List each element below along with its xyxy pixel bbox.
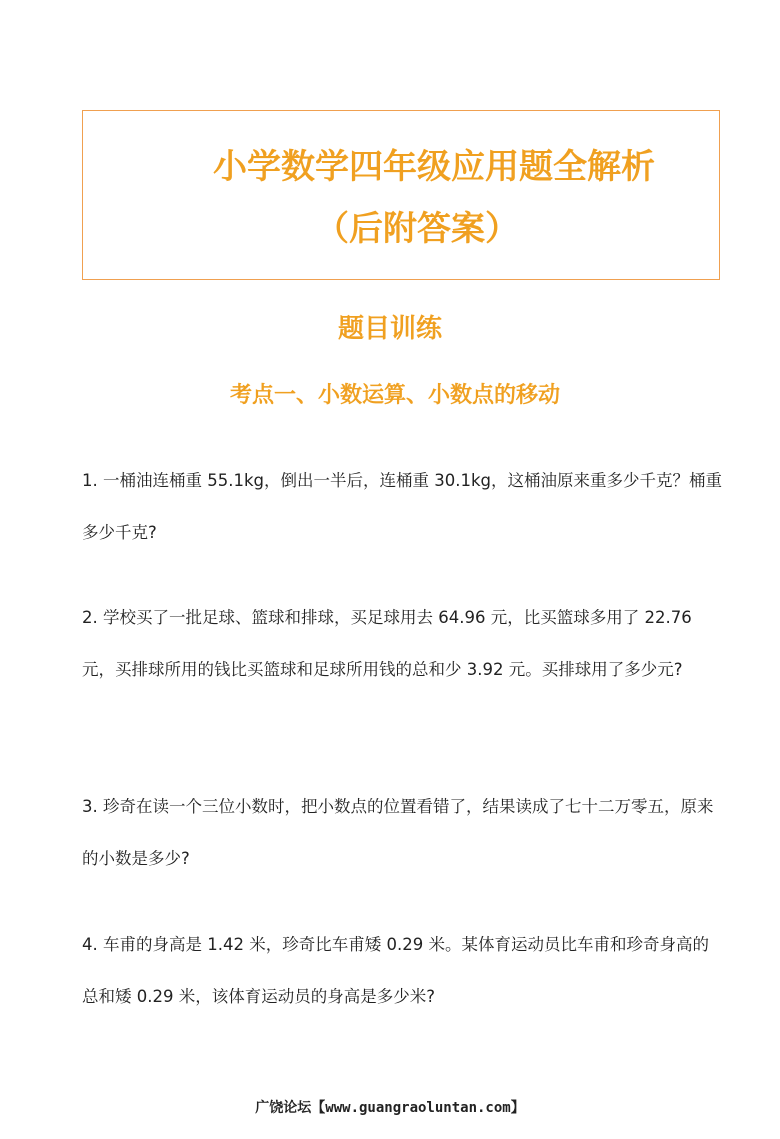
subsection-title: 考点一、小数运算、小数点的移动: [229, 383, 560, 408]
question-1: 1. 一桶油连桶重 55.1kg，倒出一半后，连桶重 30.1kg，这桶油原来重多少千克？桶重多少千克?: [82, 471, 723, 542]
question-3: 3. 珍奇在读一个三位小数时，把小数点的位置看错了，结果读成了七十二万零五，原来的小数是多少?: [82, 797, 714, 868]
document-title: 小学数学四年级应用题全解析: [213, 147, 655, 187]
document-subtitle: （后附答案）: [315, 209, 519, 249]
footer-site-name: 广饶论坛: [255, 1100, 312, 1116]
footer-url[interactable]: www.guangraoluntan.com: [325, 1100, 511, 1116]
footer-bracket-open: 【: [311, 1100, 326, 1116]
question-4: 4. 车甫的身高是 1.42 米，珍奇比车甫矮 0.29 米。某体育运动员比车甫和珍奇身高的总和矮 0.29 米，该体育运动员的身高是多少米?: [82, 935, 709, 1006]
footer-bracket-close: 】: [510, 1100, 525, 1116]
question-2: 2. 学校买了一批足球、篮球和排球，买足球用去 64.96 元，比买篮球多用了 22.76 元，买排球所用的钱比买篮球和足球所用钱的总和少 3.92 元。买排球用了多少元?: [82, 608, 692, 679]
title-box: [82, 110, 720, 280]
footer: [0, 1097, 780, 1117]
section-title: 题目训练: [337, 314, 442, 344]
